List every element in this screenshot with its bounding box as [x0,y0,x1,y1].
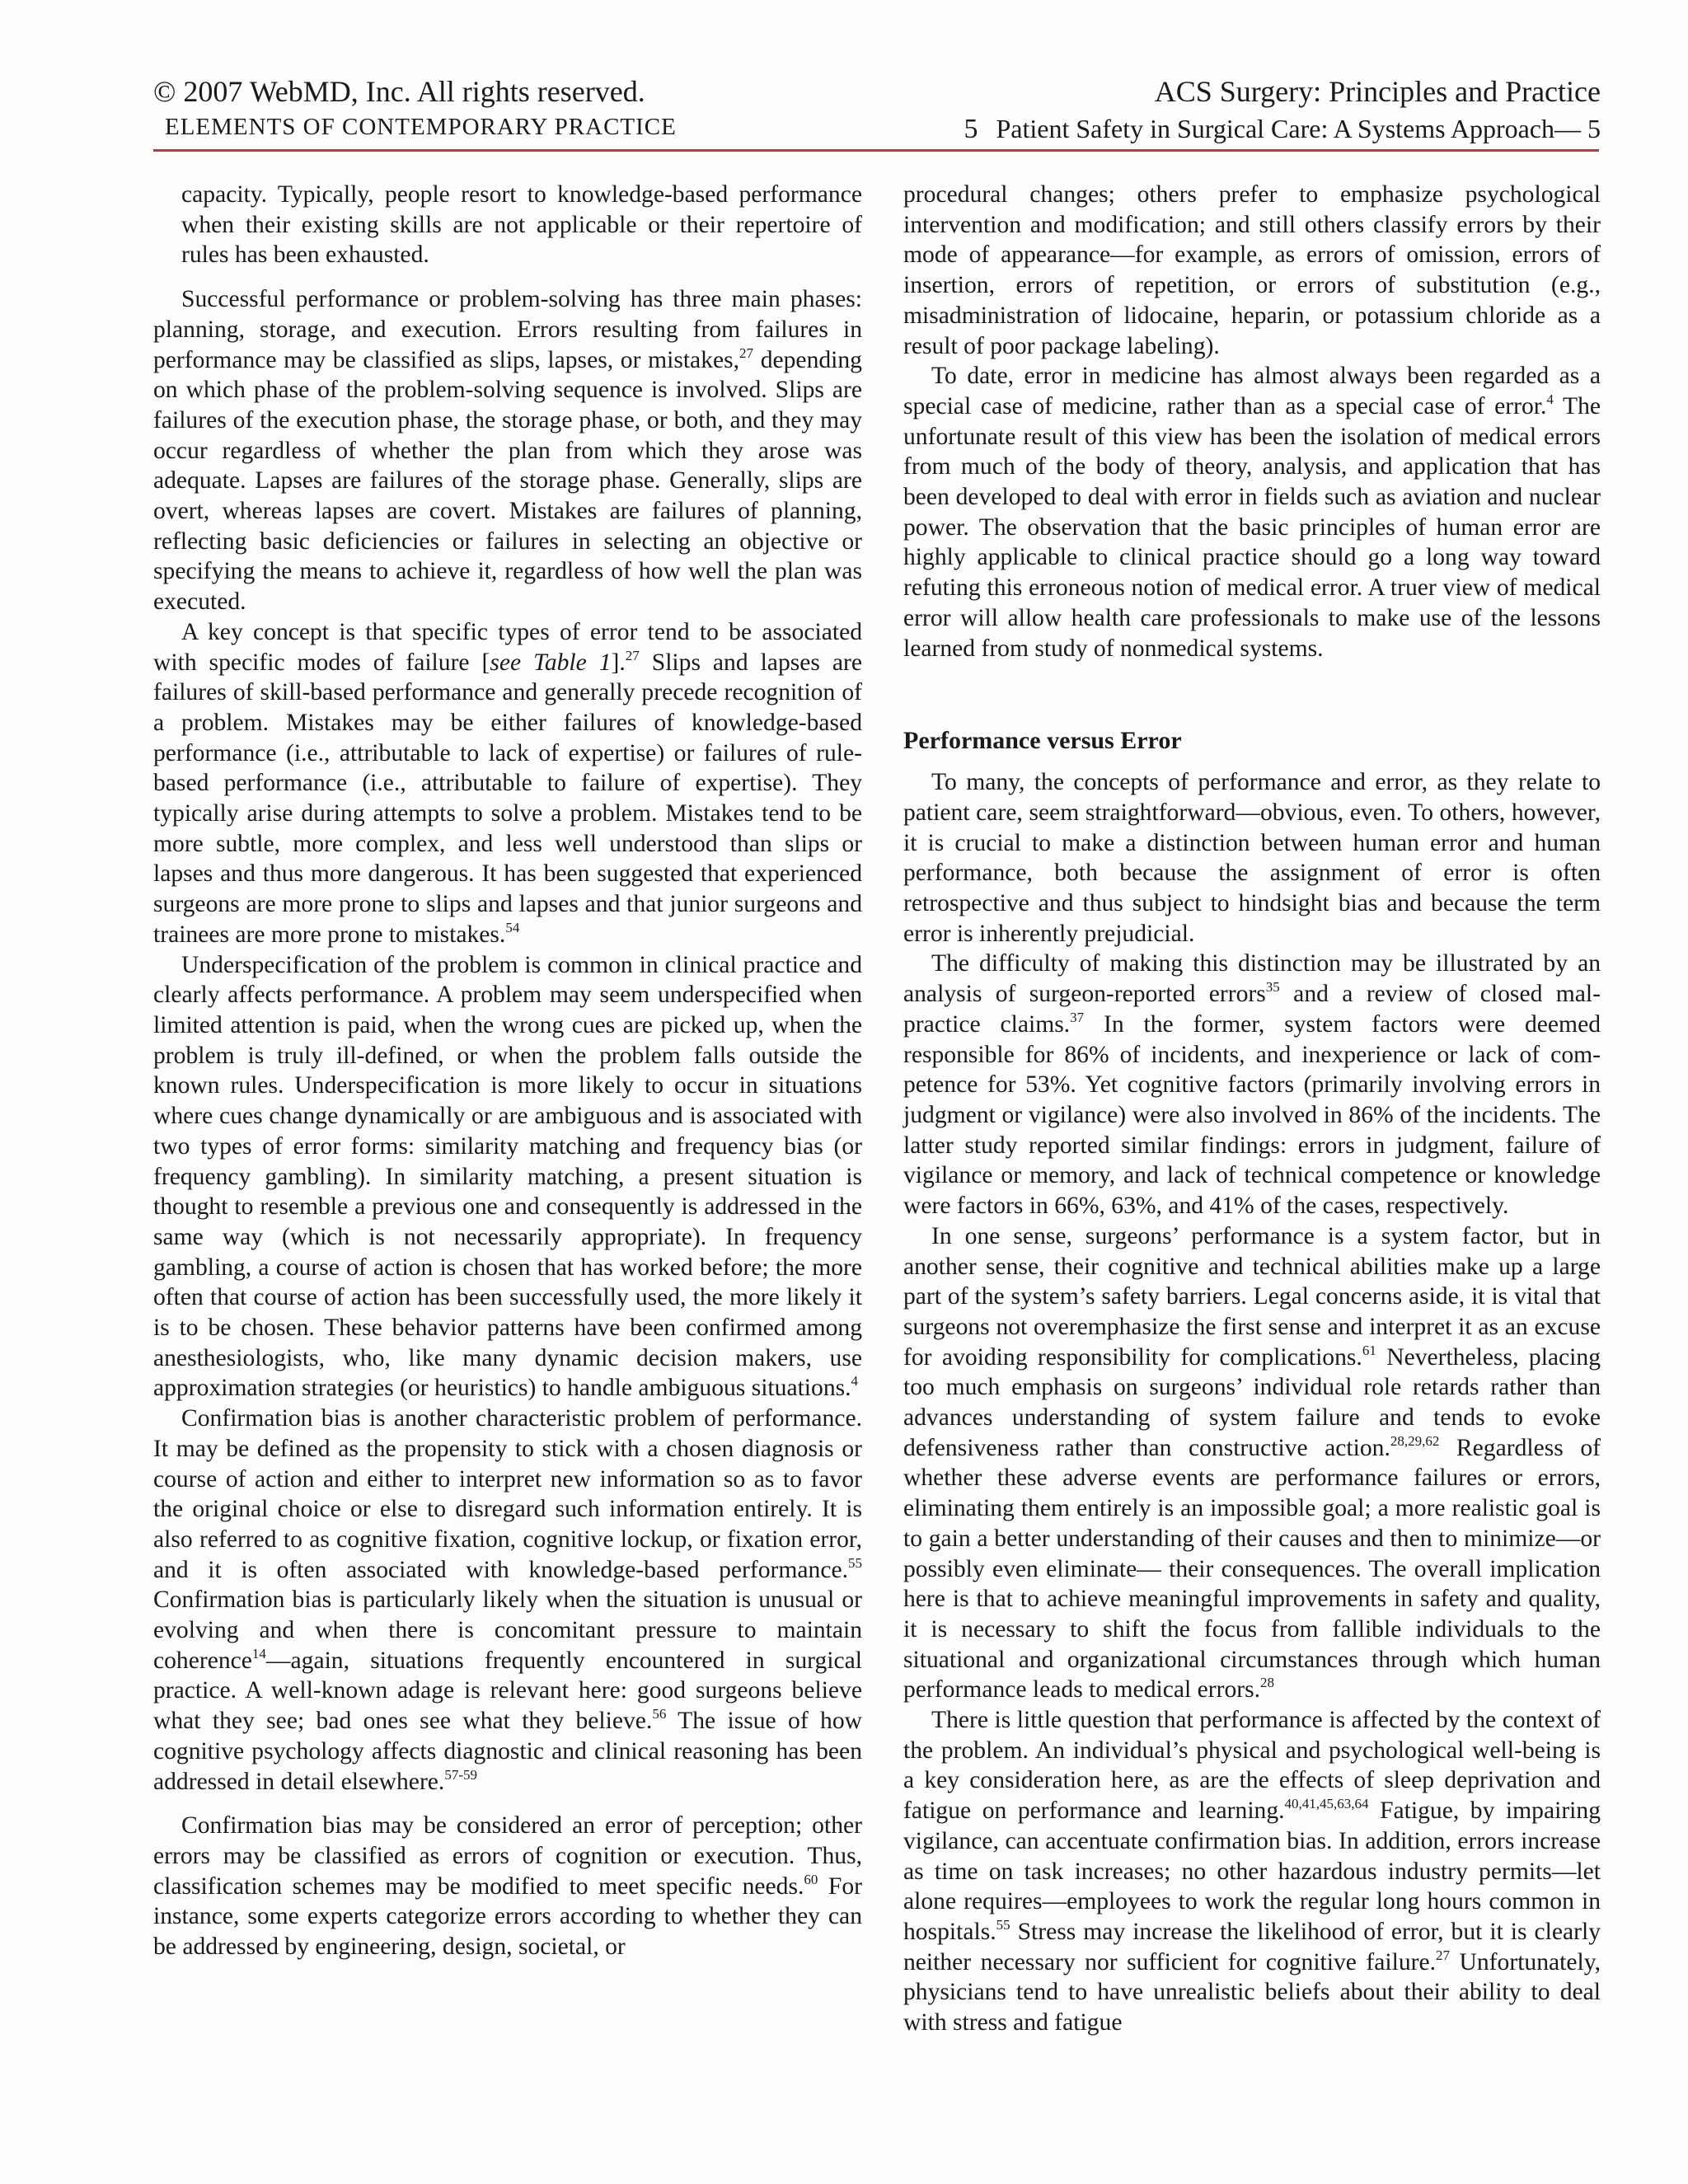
paragraph [153,180,862,270]
copyright-notice: © 2007 WebMD, Inc. All rights reserved. [153,75,645,108]
paragraph [153,950,862,1404]
citation-ref: 14 [251,1645,266,1661]
citation-ref: 37 [1070,1009,1085,1025]
paragraph [903,1705,1601,2038]
paragraph-text: The issue of how cognitive psychology affects diagnostic and clinical reasoning has been addressed in detail elsewhere. [153,1708,862,1795]
citation-ref: 4 [851,1373,859,1390]
paragraph-text: For instance, some experts categorize errors according to whether they can be addressed by engineering, design, societal, or [153,1872,862,1961]
paragraph [903,180,1601,361]
citation-ref: 57-59 [444,1766,478,1783]
header-rule [153,149,1599,152]
paragraph-text: There is little question that performance is affected by the context of the problem. An individual’s physical and psychological well-being is a key consideration here, as are the effects of sleep deprivation and fatigue on performance and learning. [903,1707,1601,1825]
citation-ref: 55 [848,1554,862,1571]
paragraph-text: Confirmation bias may be considered an error of perception; other errors may be classified as errors of cognition or execution. Thus, classification schemes may be modified to meet specific needs. [153,1812,862,1900]
right-column [903,180,1601,2038]
paragraph-text: Slips and lapses are failures of skill-based performance and generally precede recognition of a problem. Mistakes may be either failures of knowledge-based performance (i.e., attributable to lack of expertise) or failures of rule-based performance (i.e., attributable to failure of expertise). They typically arise during attempts to solve a problem. Mistakes tend to be more subtle, more complex, and less well understood than slips or lapses and thus more dangerous. It has been suggested that experienced surgeons are more prone to slips and lapses and that junior surgeons and trainees are more prone to mistakes. [153,649,862,948]
citation-ref: 54 [505,919,520,935]
paragraph-text: A key concept is that specific types of error tend to be associated with specific modes of failure [ [153,618,862,676]
paragraph-text: Nevertheless, placing too much emphasis on surgeons’ individual role retards rather than advances understanding of system failure and tends to evoke defensiveness rather than constructive action. [903,1343,1601,1461]
citation-ref: 28,29,62 [1390,1432,1440,1449]
citation-ref: 40,41,45,63,64 [1284,1796,1369,1812]
citation-ref: 55 [996,1916,1010,1933]
left-column [153,180,862,1962]
paragraph-text: procedural changes; others prefer to emphasize psychological intervention and modification; and still others classify errors by their mode of appearance—for example, as errors of omission, errors of insertion, errors of repetition, or errors of substitution (e.g., misadministration of lidocaine, heparin, or potassium chloride as a result of poor package labeling). [903,181,1601,359]
paragraph [903,1221,1601,1705]
book-title: ACS Surgery: Principles and Practice [1154,75,1601,108]
paragraph-text: Confirmation bias is another characteristic problem of performance. It may be defined as the propensity to stick with a chosen diagnosis or course of action and either to interpret new information so as to favor the original choice or else to disregard such information entirely. It is also referred to as cognitive fixation, cognitive lockup, or fixation error, and it is often associated with knowledge-based performance. [153,1405,862,1583]
paragraph [153,1811,862,1962]
paragraph [153,284,862,617]
table-reference: see Table 1 [490,649,612,676]
citation-ref: 60 [804,1871,818,1887]
paragraph [903,949,1601,1221]
paragraph-text: To many, the concepts of performance and error, as they relate to patient care, seem straightforward—obvious, even. To others, however, it is crucial to make a distinction between human error and human performance, both because the assignment of error is often retrospective and thus subject to hindsight bias and because the term error is inherently prejudicial. [903,769,1601,947]
citation-ref: 27 [625,647,640,663]
paragraph-text: Fatigue, by impairing vigilance, can accentuate confirmation bias. In addition, errors increase as time on task increases; no other hazardous industry permits—let alone requires—employees to work the regular long hours common in hospitals. [903,1797,1601,1945]
paragraph-text: Unfortunately, physicians tend to have unrealistic beliefs about their ability to deal with stress and fatigue [903,1948,1601,2036]
section-name: ELEMENTS OF CONTEMPORARY PRACTICE [165,114,677,140]
paragraph-text: Confirmation bias is particularly likely when the situation is unusual or evolving and when there is concomitant pressure to maintain coherence [153,1586,862,1674]
citation-ref: 27 [1436,1947,1451,1963]
running-header-left [153,73,677,143]
chapter-title: Patient Safety in Surgical Care: A Systems Approach— 5 [996,114,1601,143]
paragraph [903,767,1601,949]
chapter-number: 5 [964,114,978,144]
paragraph-text: Regardless of whether these adverse events are performance failures or errors, eliminating them entirely is an impossible goal; a more realistic goal is to gain a better understanding of their causes and then to minimize—or possibly even eliminate— their consequences. The overall implication here is that to achieve meaningful improvements in safety and quality, it is necessary to shift the focus from fallible individuals to the situational and organizational circumstances through which human performance leads to medical errors. [903,1434,1601,1704]
citation-ref: 35 [1265,979,1280,996]
paragraph-text: capacity. Typically, people resort to knowledge-based performance when their existing skills are not applicable or their repertoire of rules has been exhausted. [181,181,862,269]
citation-ref: 28 [1260,1675,1275,1691]
citation-ref: 27 [739,344,754,361]
section-heading: Performance versus Error [903,727,1182,755]
paragraph [153,617,862,950]
chapter-line [964,112,1601,146]
paragraph-text: In one sense, surgeons’ performance is a system factor, but in another sense, their cognitive and technical abilities make up a large part of the system’s safety barriers. Legal concerns aside, it is vital that surgeons not overemphasize the first sense and interpret it as an excuse for avoiding responsibility for complications. [903,1222,1601,1371]
paragraph-text: and a review of closed malpractice claims. [903,981,1601,1038]
running-header-right [964,73,1601,146]
citation-ref: 61 [1362,1342,1376,1358]
paragraph-text: The difficulty of making this distinction may be illustrated by an analysis of surgeon-reported errors [903,950,1601,1008]
paragraph [903,361,1601,663]
paragraph-text: Stress may increase the likelihood of error, but it is clearly neither necessary nor sufficient for cognitive failure. [903,1918,1601,1975]
paragraph [153,1404,862,1797]
citation-ref: 56 [652,1706,667,1722]
paragraph-text: Successful performance or problem-solving has three main phases: planning, storage, and execution. Errors resulting from failures in performance may be classified as slips, lapses, or mistakes, [153,286,862,373]
citation-ref: 4 [1546,391,1554,407]
paragraph-text: Underspecification of the problem is common in clinical practice and clearly affects performance. A problem may seem underspecified when limited attention is paid, when the wrong cues are picked up, when the problem is truly ill-defined, or when the problem falls outside the known rules. Underspecification is more likely to occur in situations where cues change dynamically or are ambiguous and is associated with two types of error forms: similarity matching and frequency bias (or frequency gambling). In similarity matching, a present situation is thought to resemble a previous one and consequently is addressed in the same way (which is not necessarily appropriate). In frequency gambling, a course of action is chosen that has worked before; the more often that course of action has been successfully used, the more likely it is to be chosen. These behavior patterns have been confirmed among anesthesiologists, who, like many dynamic decision makers, use approximation strategies (or heuristics) to handle ambiguous situations. [153,951,862,1402]
section-heading-wrap [903,724,1601,757]
paragraph-text: depending on which phase of the problem-solving sequence is involved. Slips are failures of the execution phase, the storage phase, or both, and they may occur regardless of whether the plan from which they arose was adequate. Lapses are failures of the storage phase. Generally, slips are overt, whereas lapses are covert. Mistakes are failures of planning, reflecting basic deficiencies or failures in selecting an objective or specifying the means to achieve it, regardless of how well the plan was executed. [153,346,862,616]
paragraph-text: ]. [611,649,626,676]
paragraph-text: The unfortunate result of this view has been the isolation of medical errors from much of the body of theory, analysis, and application that has been developed to deal with error in fields such as aviation and nuclear power. The observation that the basic principles of human error are highly applicable to clinical practice should go a long way toward refuting this erroneous notion of medical error. A truer view of medical error will allow health care professionals to make use of the lessons learned from study of nonmedical systems. [903,392,1601,662]
paragraph-text: To date, error in medicine has almost always been regarded as a special case of medicine, rather than as a special case of error. [903,363,1601,419]
paragraph-text: In the former, system factors were deemed responsible for 86% of incidents, and inexperience or lack of competence for 53%. Yet cognitive factors (primarily involving errors in judgment or vigilance) were also involved in 86% of the incidents. The latter study reported similar findings: errors in judgment, failure of vigilance or memory, and lack of technical competence or knowledge were factors in 66%, 63%, and 41% of the cases, respectively. [903,1010,1601,1220]
paragraph-text: —again, situations frequently encountered in surgical practice. A well-known adage is relevant here: good surgeons believe what they see; bad ones see what they believe. [153,1647,862,1735]
